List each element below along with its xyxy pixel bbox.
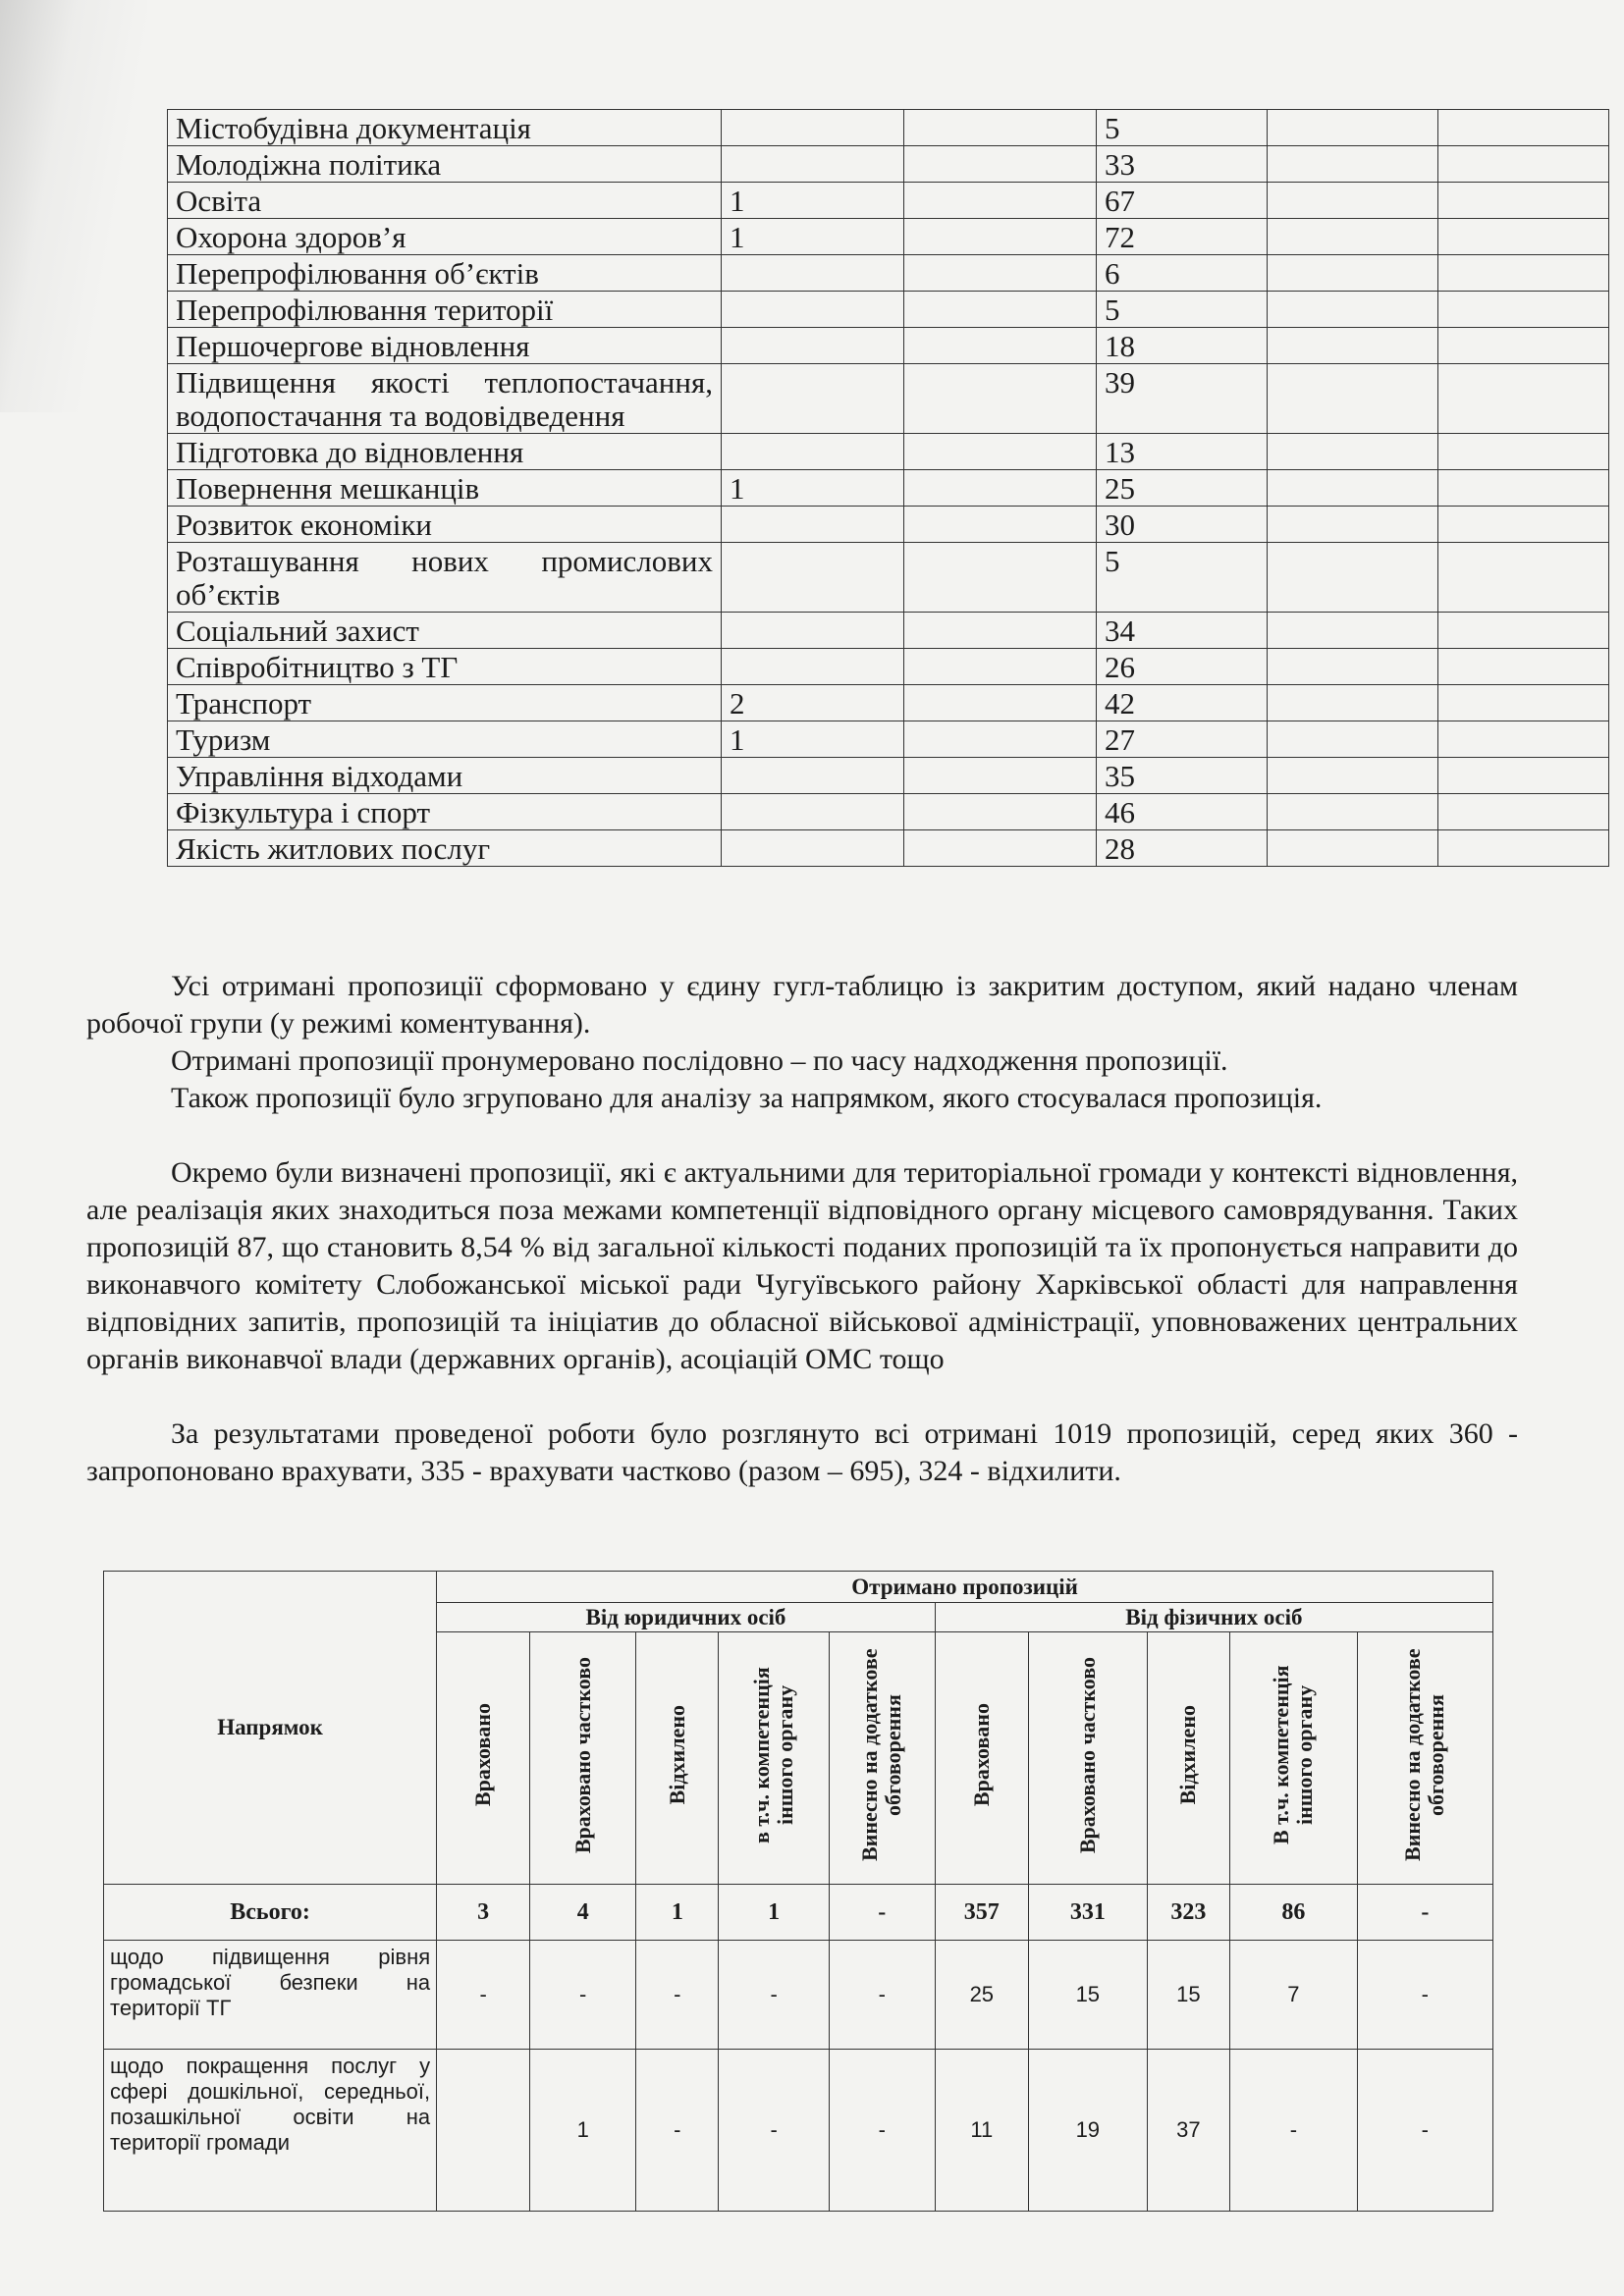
direction-cell: щодо підвищення рівня громадської безпеки на території ТГ [104, 1941, 437, 2050]
table-cell [904, 649, 1097, 685]
table-cell [1438, 219, 1609, 255]
table-cell: 39 [1097, 364, 1268, 434]
total-cell: 331 [1028, 1885, 1147, 1941]
column-label: Враховано [470, 1703, 496, 1807]
direction-name: Розвиток економіки [168, 507, 722, 543]
table-row [168, 255, 1609, 292]
table-cell [1268, 830, 1438, 867]
table-cell [722, 146, 904, 183]
table-cell [904, 794, 1097, 830]
paragraph-block-2 [86, 1154, 1518, 1378]
table-row [104, 2050, 1493, 2212]
table-cell: - [437, 1941, 530, 2050]
paragraph: Окремо були визначені пропозиції, які є актуальними для територіальної громади у контексті відновлення, але реалізація яких знаходиться поза межами компетенції відповідного органу місцевого самоврядування. Таких пропозицій 87, що становить 8,54 % від загальної кількості поданих пропозицій та їх пропонується направити до виконавчого комітету Слобожанської міської ради Чугуївського району Харківської області для направлення відповідних запитів, пропозицій та ініціатив до обласної військової адміністрації, уповноважених центральних органів виконавчої влади (державних органів), асоціацій ОМС тощо [86, 1156, 1518, 1375]
table-cell [1268, 470, 1438, 507]
table-cell [1438, 255, 1609, 292]
table-cell [1268, 183, 1438, 219]
table-cell [722, 613, 904, 649]
table-cell [1438, 613, 1609, 649]
paragraph: Усі отримані пропозиції сформовано у єдину гугл-таблицю із закритим доступом, який надано членам робочої групи (у режимі коментування). [86, 970, 1518, 1040]
table-cell: - [829, 2050, 935, 2212]
table-cell: 1 [722, 183, 904, 219]
table-row [168, 364, 1609, 434]
table-row [168, 328, 1609, 364]
table-cell [1438, 110, 1609, 146]
table-cell [904, 364, 1097, 434]
direction-name: Перепрофілювання території [168, 292, 722, 328]
table-cell [1438, 328, 1609, 364]
total-cell: 357 [935, 1885, 1028, 1941]
table-cell [1268, 543, 1438, 613]
table-cell [1438, 543, 1609, 613]
table-cell [722, 434, 904, 470]
table-cell: 2 [722, 685, 904, 721]
table-cell [1268, 146, 1438, 183]
direction-name: Якість житлових послуг [168, 830, 722, 867]
table-cell: 18 [1097, 328, 1268, 364]
table-cell [1438, 183, 1609, 219]
table-cell [904, 255, 1097, 292]
table-cell: 25 [1097, 470, 1268, 507]
table-cell: 46 [1097, 794, 1268, 830]
table-cell [904, 470, 1097, 507]
table-row [168, 507, 1609, 543]
direction-name: Туризм [168, 721, 722, 758]
direction-name: Управління відходами [168, 758, 722, 794]
table-cell [904, 146, 1097, 183]
table-row [168, 830, 1609, 867]
table-cell: - [1357, 1941, 1492, 2050]
table-cell [1438, 507, 1609, 543]
table-row [168, 146, 1609, 183]
table-row [168, 685, 1609, 721]
table-cell [1438, 649, 1609, 685]
table-row [168, 219, 1609, 255]
table-cell: 13 [1097, 434, 1268, 470]
table-row [168, 543, 1609, 613]
table-cell: 35 [1097, 758, 1268, 794]
table-cell [722, 364, 904, 434]
table-row [168, 794, 1609, 830]
table-cell [1268, 507, 1438, 543]
proposals-table [103, 1571, 1493, 2212]
table-cell: 1 [722, 721, 904, 758]
table-cell [904, 292, 1097, 328]
table-cell [904, 183, 1097, 219]
table-cell: - [1357, 2050, 1492, 2212]
table-cell [1438, 685, 1609, 721]
column-label: Враховано частково [1074, 1656, 1100, 1854]
table-cell [1268, 758, 1438, 794]
table-cell [722, 507, 904, 543]
table-cell: 15 [1028, 1941, 1147, 2050]
table-cell: 25 [935, 1941, 1028, 2050]
table-cell [1268, 794, 1438, 830]
direction-name: Охорона здоров’я [168, 219, 722, 255]
paragraph-block-3 [86, 1415, 1518, 1490]
table-row [168, 721, 1609, 758]
table-cell: 11 [935, 2050, 1028, 2212]
column-label: Відхилено [664, 1705, 689, 1805]
table-cell: 5 [1097, 543, 1268, 613]
table-cell [1268, 364, 1438, 434]
table-cell: 33 [1097, 146, 1268, 183]
table-cell [1438, 721, 1609, 758]
table-cell [722, 794, 904, 830]
paragraph: За результатами проведеної роботи було розглянуто всі отримані 1019 пропозицій, серед яких 360 - запропоновано врахувати, 335 - врахувати частково (разом – 695), 324 - відхилити. [86, 1417, 1518, 1487]
proposals-table-body [104, 1885, 1493, 2212]
legal-column-header [530, 1632, 636, 1885]
column-label: Враховано [968, 1703, 994, 1807]
table-row [168, 434, 1609, 470]
table-cell [722, 292, 904, 328]
table-cell: 27 [1097, 721, 1268, 758]
table-cell [1438, 434, 1609, 470]
paragraph: Також пропозиції було згруповано для аналізу за напрямком, якого стосувалася пропозиція. [171, 1082, 1323, 1114]
scan-edge-shadow [0, 0, 147, 412]
total-cell: - [1357, 1885, 1492, 1941]
table-cell [904, 434, 1097, 470]
direction-name: Першочергове відновлення [168, 328, 722, 364]
column-label: Враховано частково [569, 1656, 595, 1854]
table-cell: 1 [530, 2050, 636, 2212]
total-cell: 1 [636, 1885, 719, 1941]
total-cell: 4 [530, 1885, 636, 1941]
table-cell: - [530, 1941, 636, 2050]
direction-header: Напрямок [104, 1572, 437, 1885]
table-row [168, 649, 1609, 685]
table-cell [1268, 328, 1438, 364]
table-cell: 72 [1097, 219, 1268, 255]
table-cell [722, 649, 904, 685]
column-label: в т.ч. компетенція іншого органу [749, 1667, 798, 1843]
paragraph-block-1 [86, 968, 1518, 1117]
table-cell [722, 543, 904, 613]
direction-name: Розташування нових промислових об’єктів [168, 543, 722, 613]
table-cell [904, 685, 1097, 721]
table-cell [1438, 364, 1609, 434]
table-row [104, 1941, 1493, 2050]
total-row [104, 1885, 1493, 1941]
table-cell: 15 [1147, 1941, 1229, 2050]
table-cell: 19 [1028, 2050, 1147, 2212]
table-cell [1268, 292, 1438, 328]
table-cell: - [1230, 2050, 1358, 2212]
physical-column-header [1028, 1632, 1147, 1885]
table-cell: - [719, 1941, 829, 2050]
table-cell [904, 613, 1097, 649]
direction-name: Співробітництво з ТГ [168, 649, 722, 685]
table-cell [1268, 434, 1438, 470]
table-cell [1438, 292, 1609, 328]
table-cell: 26 [1097, 649, 1268, 685]
table-row [168, 470, 1609, 507]
direction-name: Освіта [168, 183, 722, 219]
total-cell: - [829, 1885, 935, 1941]
total-cell: 86 [1230, 1885, 1358, 1941]
legal-column-header [719, 1632, 829, 1885]
table-cell: 30 [1097, 507, 1268, 543]
table-cell [904, 219, 1097, 255]
table-cell: 1 [722, 219, 904, 255]
table-cell [722, 255, 904, 292]
legal-header: Від юридичних осіб [437, 1603, 936, 1632]
directions-table [167, 109, 1609, 867]
legal-column-header [437, 1632, 530, 1885]
table-cell: 7 [1230, 1941, 1358, 2050]
table-cell: - [636, 2050, 719, 2212]
direction-name: Молодіжна політика [168, 146, 722, 183]
table-cell: - [636, 1941, 719, 2050]
table-cell: 67 [1097, 183, 1268, 219]
total-cell: 323 [1147, 1885, 1229, 1941]
table-cell [1268, 721, 1438, 758]
direction-name: Соціальний захист [168, 613, 722, 649]
physical-column-header [935, 1632, 1028, 1885]
direction-cell: щодо покращення послуг у сфері дошкільної, середньої, позашкільної освіти на території громади [104, 2050, 437, 2212]
table-cell [1268, 110, 1438, 146]
table-cell [437, 2050, 530, 2212]
table-cell [904, 110, 1097, 146]
received-header: Отримано пропозицій [437, 1572, 1493, 1603]
table-row [168, 613, 1609, 649]
directions-table-body [168, 110, 1609, 867]
table-cell [904, 830, 1097, 867]
table-cell [1268, 219, 1438, 255]
table-cell [722, 830, 904, 867]
table-cell: 1 [722, 470, 904, 507]
direction-name: Містобудівна документація [168, 110, 722, 146]
table-row [168, 292, 1609, 328]
table-cell [1268, 685, 1438, 721]
table-cell [904, 507, 1097, 543]
table-cell [722, 328, 904, 364]
table-cell [1438, 146, 1609, 183]
table-row [168, 758, 1609, 794]
column-label: Винесно на додаткове обговорення [857, 1648, 906, 1862]
direction-name: Транспорт [168, 685, 722, 721]
table-cell [904, 328, 1097, 364]
column-label: Винесно на додаткове обговорення [1400, 1648, 1449, 1862]
table-cell [722, 110, 904, 146]
direction-name: Підготовка до відновлення [168, 434, 722, 470]
table-cell [1438, 758, 1609, 794]
table-cell [904, 758, 1097, 794]
direction-name: Підвищення якості теплопостачання, водопостачання та водовідведення [168, 364, 722, 434]
table-cell [1438, 794, 1609, 830]
column-label: В т.ч. компетенція іншого органу [1269, 1665, 1318, 1845]
table-row [168, 183, 1609, 219]
table-cell: 37 [1147, 2050, 1229, 2212]
column-label: Відхилено [1175, 1705, 1201, 1805]
paragraph: Отримані пропозиції пронумеровано послідовно – по часу надходження пропозиції. [171, 1044, 1228, 1077]
physical-header: Від фізичних осіб [935, 1603, 1492, 1632]
table-cell: 28 [1097, 830, 1268, 867]
legal-column-header [829, 1632, 935, 1885]
table-cell [904, 721, 1097, 758]
table-cell: 5 [1097, 292, 1268, 328]
table-row [168, 110, 1609, 146]
table-cell: 34 [1097, 613, 1268, 649]
table-cell [1438, 830, 1609, 867]
direction-name: Перепрофілювання об’єктів [168, 255, 722, 292]
physical-column-header [1230, 1632, 1358, 1885]
table-cell [904, 543, 1097, 613]
total-cell: 3 [437, 1885, 530, 1941]
table-cell [722, 758, 904, 794]
table-cell [1268, 649, 1438, 685]
table-cell [1268, 613, 1438, 649]
total-cell: 1 [719, 1885, 829, 1941]
table-cell: - [829, 1941, 935, 2050]
table-cell: 6 [1097, 255, 1268, 292]
table-cell: 5 [1097, 110, 1268, 146]
table-cell [1268, 255, 1438, 292]
table-cell: - [719, 2050, 829, 2212]
total-label: Всього: [104, 1885, 437, 1941]
table-cell: 42 [1097, 685, 1268, 721]
table-cell [1438, 470, 1609, 507]
legal-column-header [636, 1632, 719, 1885]
physical-column-header [1147, 1632, 1229, 1885]
direction-name: Повернення мешканців [168, 470, 722, 507]
direction-name: Фізкультура і спорт [168, 794, 722, 830]
physical-column-header [1357, 1632, 1492, 1885]
